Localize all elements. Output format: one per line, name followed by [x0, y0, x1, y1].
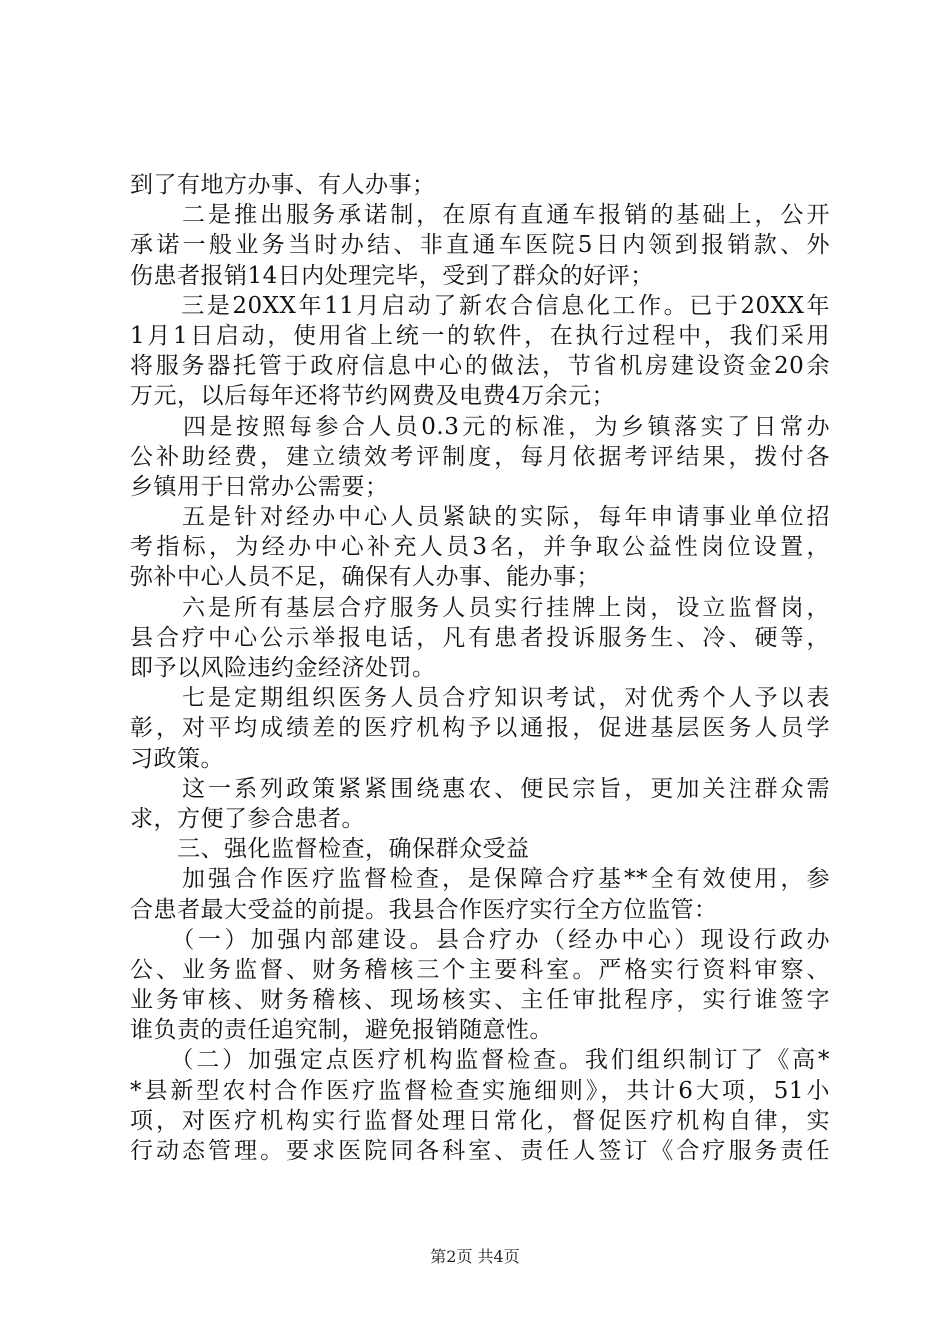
text-line: 三是20XX年11月启动了新农合信息化工作。已于20XX年: [130, 292, 830, 319]
text-line: 弥补中心人员不足，确保有人办事、能办事；: [130, 564, 600, 591]
text-line: 承诺一般业务当时办结、非直通车医院5日内领到报销款、外: [130, 232, 830, 259]
text-line: 求，方便了参合患者。: [130, 805, 365, 832]
text-line: 考指标，为经办中心补充人员3名，并争取公益性岗位设置，: [130, 534, 830, 561]
text-line: 七是定期组织医务人员合疗知识考试，对优秀个人予以表: [130, 685, 830, 712]
text-line: 五是针对经办中心人员紧缺的实际，每年申请事业单位招: [130, 504, 830, 531]
text-line: 到了有地方办事、有人办事；: [130, 172, 436, 198]
text-line: 彰，对平均成绩差的医疗机构予以通报，促进基层医务人员学: [130, 715, 830, 742]
text-line: 这一系列政策紧紧围绕惠农、便民宗旨，更加关注群众需: [130, 775, 830, 802]
text-line: （一）加强内部建设。县合疗办（经办中心）现设行政办: [130, 926, 830, 953]
text-line: 业务审核、财务稽核、现场核实、主任审批程序，实行谁签字: [130, 987, 830, 1014]
text-line: *县新型农村合作医疗监督检查实施细则》，共计6大项，51小: [130, 1077, 830, 1104]
text-line: （二）加强定点医疗机构监督检查。我们组织制订了《高*: [130, 1047, 830, 1074]
text-line: 万元，以后每年还将节约网费及电费4万余元；: [130, 383, 616, 410]
text-line: 习政策。: [130, 745, 224, 772]
text-line: 行动态管理。要求医院同各科室、责任人签订《合疗服务责任: [130, 1138, 830, 1164]
text-line: 将服务器托管于政府信息中心的做法，节省机房建设资金20余: [130, 353, 830, 380]
text-line: 公补助经费，建立绩效考评制度，每月依据考评结果，拨付各: [130, 443, 830, 470]
text-line: 即予以风险违约金经济处罚。: [130, 655, 436, 681]
text-line: 伤患者报销14日内处理完毕，受到了群众的好评；: [130, 262, 654, 289]
text-line: 县合疗中心公示举报电话，凡有患者投诉服务生、冷、硬等，: [130, 624, 830, 651]
text-line: 公、业务监督、财务稽核三个主要科室。严格实行资料审察、: [130, 956, 830, 983]
text-line: 六是所有基层合疗服务人员实行挂牌上岗，设立监督岗，: [130, 594, 830, 621]
text-line: 1月1日启动，使用省上统一的软件，在执行过程中，我们采用: [130, 322, 830, 349]
text-line: 四是按照每参合人员0.3元的标准，为乡镇落实了日常办: [130, 413, 830, 440]
document-body: [130, 170, 830, 1166]
text-line: 合患者最大受益的前提。我县合作医疗实行全方位监管：: [130, 896, 718, 923]
page-footer: 第2页 共4页: [430, 1247, 520, 1266]
text-line: 谁负责的责任追究制，避免报销随意性。: [130, 1017, 553, 1044]
text-line: 乡镇用于日常办公需要；: [130, 473, 389, 500]
text-line: 三、强化监督检查，确保群众受益: [130, 836, 530, 863]
text-line: 二是推出服务承诺制，在原有直通车报销的基础上，公开: [130, 202, 830, 229]
text-line: 项，对医疗机构实行监督处理日常化，督促医疗机构自律，实: [130, 1107, 830, 1134]
text-line: 加强合作医疗监督检查，是保障合疗基**全有效使用，参: [130, 866, 830, 893]
